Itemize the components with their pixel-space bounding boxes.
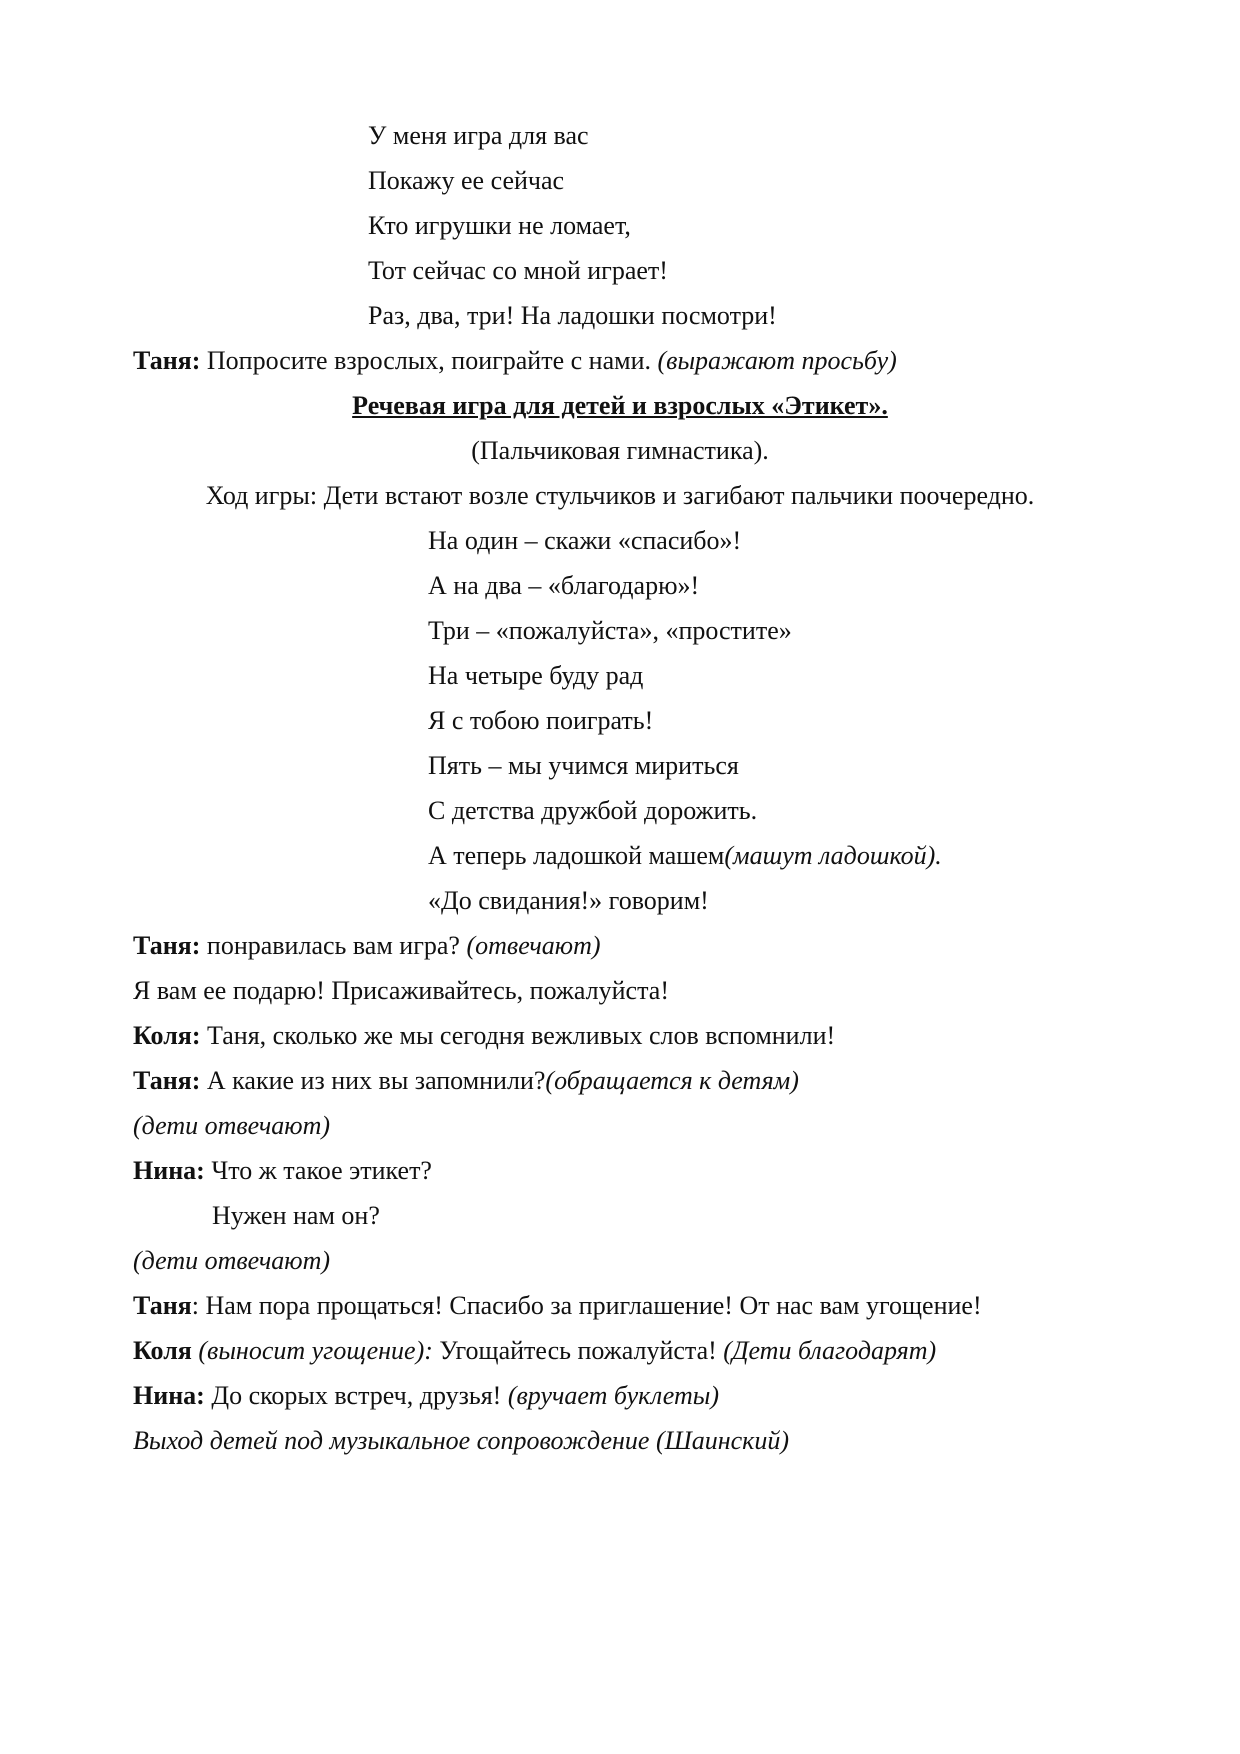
speech-text: Угощайтесь пожалуйста! [432, 1336, 724, 1365]
stage-direction: (машут ладошкой). [724, 841, 942, 870]
poem2-line [428, 836, 1180, 876]
dialogue-line: Нужен нам он? [212, 1201, 380, 1230]
stage-direction: (выносит угощение): [191, 1336, 433, 1365]
game-course: Ход игры: Дети встают возле стульчиков и загибают пальчики поочередно. [205, 481, 1035, 510]
speech-text: А какие из них вы запомнили? [200, 1066, 546, 1095]
poem2-line: На один – скажи «спасибо»! [428, 526, 742, 555]
speech-text: Что ж такое этикет? [204, 1156, 432, 1185]
dialogue-line [133, 1061, 1180, 1101]
dialogue-line [133, 926, 1180, 966]
stage-direction: (обращается к детям) [545, 1066, 799, 1095]
stage-direction: (выражают просьбу) [657, 346, 897, 375]
speech-text: : Нам пора прощаться! Спасибо за приглашение! От нас вам угощение! [191, 1291, 982, 1320]
stage-direction: Выход детей под музыкальное сопровождение (Шаинский) [133, 1426, 790, 1455]
speaker-name: Таня: [133, 931, 201, 960]
speaker-name: Таня: [133, 346, 201, 375]
speaker-name: Коля: [133, 1021, 201, 1050]
stage-direction: (отвечают) [466, 931, 601, 960]
speaker-name: Нина: [133, 1156, 205, 1185]
speech-text: До скорых встреч, друзья! [204, 1381, 508, 1410]
stage-direction: (вручает буклеты) [507, 1381, 720, 1410]
speech-text: Попросите взрослых, поиграйте с нами. [200, 346, 658, 375]
speaker-name: Таня [133, 1291, 192, 1320]
game-subtitle: (Пальчиковая гимнастика). [471, 436, 769, 465]
stage-direction: (дети отвечают) [133, 1111, 331, 1140]
dialogue-line [133, 1286, 1180, 1326]
poem2-line: Я с тобою поиграть! [428, 706, 654, 735]
speech-text: понравилась вам игра? [200, 931, 467, 960]
poem1-line: У меня игра для вас [368, 121, 589, 150]
speaker-name: Коля [133, 1336, 192, 1365]
section-heading [0, 386, 1240, 426]
verse-text: А теперь ладошкой машем [428, 841, 725, 870]
poem2-line: Пять – мы учимся мириться [428, 751, 739, 780]
dialogue-line [133, 1376, 1180, 1416]
stage-direction: (Дети благодарят) [723, 1336, 937, 1365]
poem1-line: Кто игрушки не ломает, [368, 211, 631, 240]
poem2-line: Три – «пожалуйста», «простите» [428, 616, 792, 645]
speaker-name: Нина: [133, 1381, 205, 1410]
stage-direction: (дети отвечают) [133, 1246, 331, 1275]
speech-text: Таня, сколько же мы сегодня вежливых слов вспомнили! [200, 1021, 836, 1050]
dialogue-line [133, 1151, 1180, 1191]
dialogue-line [133, 1016, 1180, 1056]
poem2-line: «До свидания!» говорим! [428, 886, 709, 915]
poem2-line: А на два – «благодарю»! [428, 571, 700, 600]
dialogue-line: Я вам ее подарю! Присаживайтесь, пожалуйста! [133, 976, 669, 1005]
game-title: Речевая игра для детей и взрослых «Этикет». [352, 391, 888, 420]
dialogue-line [133, 1331, 1180, 1371]
poem2-line: На четыре буду рад [428, 661, 644, 690]
poem2-line: С детства дружбой дорожить. [428, 796, 758, 825]
dialogue-line [133, 341, 1180, 381]
speaker-name: Таня: [133, 1066, 201, 1095]
poem1-line: Раз, два, три! На ладошки посмотри! [368, 301, 777, 330]
poem1-line: Покажу ее сейчас [368, 166, 565, 195]
poem1-line: Тот сейчас со мной играет! [368, 256, 668, 285]
